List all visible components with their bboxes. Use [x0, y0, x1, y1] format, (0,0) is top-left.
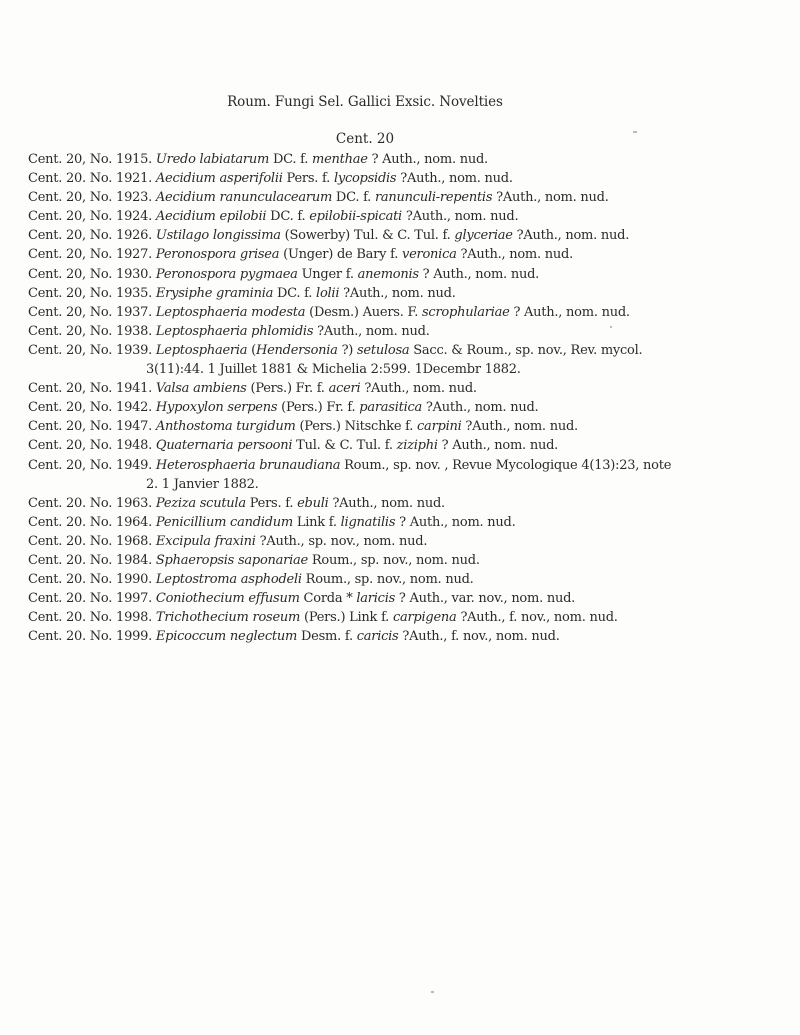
species-name: Penicillium candidum — [155, 514, 293, 530]
form-name: lycopsidis — [333, 171, 397, 187]
form-name: ebuli — [297, 495, 329, 511]
entry-text: Roum., sp. nov., nom. nud. — [301, 572, 474, 588]
form-name: lignatilis — [340, 514, 396, 530]
list-item — [28, 150, 728, 169]
species-name: Ustilago longissima — [155, 228, 281, 244]
form-name: anemonis — [357, 266, 419, 282]
entry-text: ? Auth., nom. nud. — [395, 514, 516, 530]
species-name: Leptosphaeria phlomidis — [155, 323, 314, 339]
list-item — [28, 207, 728, 226]
entry-text: Link f. — [292, 514, 341, 530]
species-name: Heterosphaeria brunaudiana — [155, 457, 341, 473]
entry-text: ( — [247, 342, 257, 358]
entry-ref: Cent. 20. No. 1999. — [28, 629, 153, 645]
entry-text: (Pers.) Fr. f. — [246, 381, 329, 397]
form-name: menthae — [312, 152, 368, 167]
entry-ref: Cent. 20, No. 1949. — [28, 457, 153, 473]
entry-text: ? Auth., nom. nud. — [418, 266, 540, 282]
entry-text: ?Auth., nom. nud. — [360, 381, 477, 397]
entry-text: (Desm.) Auers. F. — [305, 304, 423, 320]
entry-text: ?Auth., nom. nud. — [317, 323, 430, 339]
list-item — [28, 456, 728, 494]
entry-text: DC. f. — [332, 190, 375, 206]
entry-text: Sacc. & Roum., sp. nov., Rev. mycol. — [409, 342, 643, 358]
entry-ref: Cent. 20, No. 1942. — [28, 400, 153, 416]
form-name: Hendersonia — [256, 342, 338, 358]
entry-text: Pers. f. — [245, 495, 298, 511]
entry-text: ?Auth., nom. nud. — [339, 285, 456, 301]
species-name: Aecidium epilobii — [155, 209, 267, 225]
scan-speck — [610, 326, 612, 328]
form-name: carpini — [417, 419, 462, 435]
entry-text: ? Auth., var. nov., nom. nud. — [395, 591, 576, 607]
species-name: Peronospora pygmaea — [155, 266, 298, 282]
species-name: Valsa ambiens — [155, 381, 247, 397]
entry-text: ?Auth., nom. nud. — [401, 209, 519, 225]
entry-text: ?Auth., nom. nud. — [492, 190, 609, 206]
entry-ref: Cent. 20. No. 1963. — [28, 495, 153, 511]
entry-ref: Cent. 20, No. 1915. — [28, 152, 153, 167]
entry-text: DC. f. — [269, 152, 312, 167]
entry-ref: Cent. 20, No. 1938. — [28, 323, 153, 339]
species-name: Quaternaria persooni — [155, 438, 293, 454]
entry-ref: Cent. 20. No. 1921. — [28, 171, 153, 187]
list-item — [28, 417, 728, 436]
scan-speck — [633, 131, 637, 133]
entry-ref: Cent. 20, No. 1930. — [28, 266, 153, 282]
entry-text: (Pers.) Fr. f. — [277, 400, 360, 416]
list-item — [28, 284, 728, 303]
entry-text: Roum., sp. nov. , Revue Mycologique 4(13):23, note — [340, 457, 672, 473]
entry-text: ?Auth., nom. nud. — [461, 419, 578, 435]
entry-text: ?Auth., f. nov., nom. nud. — [456, 610, 618, 626]
entry-ref: Cent. 20, No. 1926. — [28, 228, 153, 244]
species-name: Uredo labiatarum — [155, 152, 270, 167]
form-name: carpigena — [392, 610, 457, 626]
entry-text: ?Auth., nom. nud. — [328, 495, 445, 511]
entry-ref: Cent. 20, No. 1935. — [28, 285, 153, 301]
entry-text: DC. f. — [266, 209, 310, 225]
species-name: Peziza scutula — [155, 495, 246, 511]
species-name: Leptostroma asphodeli — [155, 572, 302, 588]
entry-text: (Pers.) Link f. — [300, 610, 393, 626]
entry-ref: Cent. 20, No. 1947. — [28, 419, 153, 435]
list-item — [28, 513, 728, 532]
entry-text: ?Auth., f. nov., nom. nud. — [398, 629, 560, 645]
entry-ref: Cent. 20, No. 1923. — [28, 190, 153, 206]
list-item — [28, 532, 728, 551]
list-item — [28, 570, 728, 589]
entry-text: Pers. f. — [282, 171, 334, 187]
list-item — [28, 188, 728, 207]
entry-ref: Cent. 20, No. 1948. — [28, 438, 153, 454]
species-name: Aecidium ranunculacearum — [155, 190, 333, 206]
species-name: Epicoccum neglectum — [155, 629, 298, 645]
form-name: laricis — [356, 591, 396, 607]
species-name: Peronospora grisea — [155, 247, 280, 263]
list-item — [28, 398, 728, 417]
list-item — [28, 322, 728, 341]
list-item — [28, 265, 728, 284]
entry-text: DC. f. — [273, 285, 317, 301]
entry-ref: Cent. 20. No. 1998. — [28, 610, 153, 626]
entry-text: ? Auth., nom. nud. — [367, 152, 488, 167]
species-name: Anthostoma turgidum — [155, 419, 296, 435]
species-name: Leptosphaeria modesta — [155, 304, 306, 320]
entry-text: ? Auth., nom. nud. — [437, 438, 559, 454]
entry-text: Tul. & C. Tul. f. — [292, 438, 397, 454]
list-item — [28, 494, 728, 513]
list-item — [28, 551, 728, 570]
list-item — [28, 627, 728, 646]
entry-ref: Cent. 20. No. 1990. — [28, 572, 153, 588]
list-item — [28, 341, 728, 379]
entry-ref: Cent. 20. No. 1964. — [28, 514, 153, 530]
form-name: ranunculi-repentis — [374, 190, 493, 206]
entry-ref: Cent. 20, No. 1939. — [28, 342, 153, 358]
entry-continuation: 2. 1 Janvier 1882. — [146, 476, 259, 492]
form-name: caricis — [356, 629, 399, 645]
entry-list — [28, 150, 728, 646]
entry-text: ? Auth., nom. nud. — [509, 304, 630, 320]
list-item — [28, 379, 728, 398]
entry-text: (Sowerby) Tul. & C. Tul. f. — [280, 228, 455, 244]
list-item — [28, 303, 728, 322]
list-item — [28, 226, 728, 245]
species-name: Aecidium asperifolii — [155, 171, 283, 187]
entry-text: ?) — [337, 342, 357, 358]
form-name: parasitica — [359, 400, 423, 416]
entry-ref: Cent. 20. No. 1984. — [28, 552, 153, 568]
entry-ref: Cent. 20, No. 1937. — [28, 304, 153, 320]
entry-ref: Cent. 20, No. 1927. — [28, 247, 153, 263]
entry-text: (Pers.) Nitschke f. — [295, 419, 418, 435]
list-item — [28, 245, 728, 264]
species-name: Leptosphaeria — [155, 342, 248, 358]
entry-ref: Cent. 20, No. 1924. — [28, 209, 153, 225]
entry-text: Roum., sp. nov., nom. nud. — [307, 552, 480, 568]
species-name: Trichothecium roseum — [155, 610, 301, 626]
entry-ref: Cent. 20, No. 1941. — [28, 381, 153, 397]
form-name: veronica — [401, 247, 457, 263]
species-name: Hypoxylon serpens — [155, 400, 278, 416]
entry-ref: Cent. 20. No. 1968. — [28, 533, 153, 549]
entry-text: ?Auth., nom. nud. — [422, 400, 539, 416]
page-title: Roum. Fungi Sel. Gallici Exsic. Novelties — [227, 94, 503, 110]
scan-speck — [431, 991, 434, 993]
species-name: Sphaeropsis saponariae — [155, 552, 308, 568]
form-name: lolii — [316, 285, 340, 301]
entry-text: Unger f. — [297, 266, 358, 282]
list-item — [28, 436, 728, 455]
list-item — [28, 608, 728, 627]
list-item — [28, 589, 728, 608]
species-name: Erysiphe graminia — [155, 285, 274, 301]
form-name: ziziphi — [396, 438, 438, 454]
form-name: aceri — [328, 381, 361, 397]
entry-text: ?Auth., nom. nud. — [456, 247, 573, 263]
entry-text: Desm. f. — [297, 629, 357, 645]
form-name: glyceriae — [454, 228, 513, 244]
page-subtitle: Cent. 20 — [335, 131, 395, 147]
species-name: Excipula fraxini — [155, 533, 256, 549]
entry-ref: Cent. 20. No. 1997. — [28, 591, 153, 607]
list-item — [28, 169, 728, 188]
form-name: epilobii-spicati — [309, 209, 402, 225]
entry-text: ?Auth., nom. nud. — [396, 171, 513, 187]
form-name: scrophulariae — [422, 304, 510, 320]
species-name: setulosa — [357, 342, 410, 358]
entry-text: ?Auth., sp. nov., nom. nud. — [259, 533, 428, 549]
entry-continuation: 3(11):44. 1 Juillet 1881 & Michelia 2:599. 1Decembr 1882. — [146, 362, 521, 378]
entry-text: Corda * — [299, 591, 357, 607]
entry-text: ?Auth., nom. nud. — [512, 228, 630, 244]
species-name: Coniothecium effusum — [155, 591, 300, 607]
entry-text: (Unger) de Bary f. — [279, 247, 402, 263]
